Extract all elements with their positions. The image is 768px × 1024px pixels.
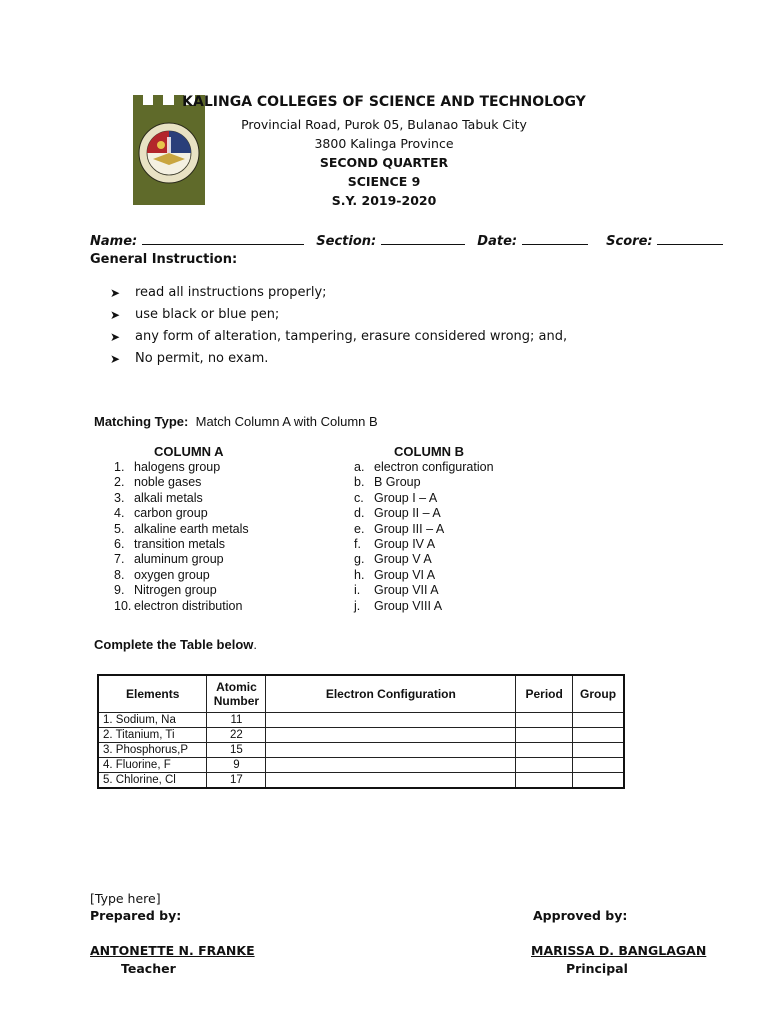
cell-group[interactable] <box>573 713 624 728</box>
matching-item-text: halogens group <box>134 460 221 474</box>
matching-item <box>354 537 435 551</box>
cell-group[interactable] <box>573 773 624 789</box>
cell-group[interactable] <box>573 758 624 773</box>
matching-item <box>114 537 225 551</box>
approved-by-role: Principal <box>566 961 628 976</box>
matching-item <box>114 552 224 566</box>
matching-item-marker: 9. <box>114 583 125 598</box>
type-here-placeholder: [Type here] <box>90 891 161 906</box>
matching-item-text: Group VI A <box>374 567 436 582</box>
cell-period[interactable] <box>516 728 573 743</box>
matching-item <box>114 460 220 474</box>
matching-item <box>354 506 441 520</box>
matching-item-marker: c. <box>354 490 364 505</box>
cell-electron-configuration[interactable] <box>266 728 516 743</box>
matching-item-marker: 2. <box>114 475 125 490</box>
matching-item-marker: 4. <box>114 506 125 521</box>
matching-item-text: Group I – A <box>374 490 438 505</box>
matching-item <box>354 583 439 597</box>
matching-item-text: Nitrogen group <box>134 583 217 598</box>
matching-item-marker: h. <box>354 567 365 582</box>
school-address-line1: Provincial Road, Purok 05, Bulanao Tabuk City <box>241 117 527 132</box>
prepared-by-name: ANTONETTE N. FRANKE <box>90 943 255 958</box>
arrow-bullet-icon: ➤ <box>110 308 121 322</box>
matching-item <box>354 522 444 536</box>
cell-group[interactable] <box>573 743 624 758</box>
cell-element: 1. Sodium, Na <box>98 713 207 728</box>
section-label: Section: <box>316 234 377 249</box>
school-address-line2: 3800 Kalinga Province <box>314 136 454 151</box>
date-blank[interactable] <box>522 233 588 245</box>
cell-electron-configuration[interactable] <box>266 758 516 773</box>
matching-item-text: alkaline earth metals <box>134 521 249 536</box>
cell-element: 3. Phosphorus,P <box>98 743 207 758</box>
matching-item-marker: 1. <box>114 460 125 474</box>
matching-item-text: carbon group <box>134 506 208 521</box>
matching-item-marker: 5. <box>114 521 125 536</box>
cell-element: 5. Chlorine, Cl <box>98 773 207 789</box>
matching-item-text: Group IV A <box>374 537 436 551</box>
matching-type-subtitle: Match Column A with Column B <box>195 414 378 429</box>
matching-item-marker: 7. <box>114 552 125 567</box>
cell-period[interactable] <box>516 758 573 773</box>
exam-subject: SCIENCE 9 <box>347 174 421 189</box>
matching-item-text: electron distribution <box>134 598 243 613</box>
matching-item <box>114 568 210 582</box>
cell-atomic-number: 15 <box>207 743 266 758</box>
cell-period[interactable] <box>516 713 573 728</box>
matching-item-marker: f. <box>354 537 361 551</box>
matching-item-marker: i. <box>354 583 361 598</box>
instruction-list <box>110 282 567 370</box>
matching-item <box>114 491 203 505</box>
matching-item-marker: 10. <box>114 598 132 613</box>
cell-atomic-number: 17 <box>207 773 266 789</box>
matching-item-text: noble gases <box>134 475 202 490</box>
school-year: S.Y. 2019-2020 <box>331 193 437 208</box>
cell-period[interactable] <box>516 743 573 758</box>
matching-item-text: alkali metals <box>134 490 203 505</box>
section-blank[interactable] <box>381 233 465 245</box>
matching-item-text: Group III – A <box>374 521 445 536</box>
matching-item <box>354 460 494 474</box>
table-row <box>98 743 624 758</box>
approved-by-name: MARISSA D. BANGLAGAN <box>531 943 707 958</box>
matching-type-title: Matching Type: Match Column A with Column B <box>94 414 378 429</box>
matching-item-text: electron configuration <box>374 460 494 474</box>
header-elements: Elements <box>98 675 207 713</box>
matching-item-marker: 8. <box>114 567 125 582</box>
matching-item-marker: 3. <box>114 490 125 505</box>
cell-element: 4. Fluorine, F <box>98 758 207 773</box>
general-instruction-heading: General Instruction: <box>90 252 238 267</box>
matching-item <box>114 506 208 520</box>
matching-item <box>354 552 432 566</box>
instruction-item: ➤ any form of alteration, tampering, erasure considered wrong; and, <box>110 329 568 344</box>
arrow-bullet-icon: ➤ <box>110 330 121 344</box>
matching-item-text: Group V A <box>374 552 432 567</box>
electron-configuration-table <box>97 674 625 789</box>
matching-item <box>114 522 249 536</box>
arrow-bullet-icon: ➤ <box>110 286 121 300</box>
matching-item-text: oxygen group <box>134 567 210 582</box>
header-period: Period <box>516 675 573 713</box>
column-a-heading: COLUMN A <box>154 444 224 459</box>
matching-item-text: aluminum group <box>134 552 224 567</box>
matching-item <box>114 599 242 613</box>
score-blank[interactable] <box>657 233 723 245</box>
matching-item-marker: d. <box>354 506 365 521</box>
matching-item-marker: a. <box>354 460 365 474</box>
name-blank[interactable] <box>142 233 304 245</box>
matching-item-marker: b. <box>354 475 365 490</box>
school-seal-logo <box>133 95 205 207</box>
approved-by-label: Approved by: <box>533 908 628 923</box>
matching-item <box>114 583 217 597</box>
cell-group[interactable] <box>573 728 624 743</box>
school-name: KALINGA COLLEGES OF SCIENCE AND TECHNOLOGY <box>182 94 586 110</box>
header-electron-configuration: Electron Configuration <box>266 675 516 713</box>
instruction-item: ➤ read all instructions properly; <box>110 285 327 300</box>
matching-item-marker: j. <box>354 598 361 613</box>
table-row <box>98 728 624 743</box>
exam-quarter: SECOND QUARTER <box>319 155 449 170</box>
prepared-by-label: Prepared by: <box>90 908 182 923</box>
cell-atomic-number: 11 <box>207 713 266 728</box>
header-atomic-number: Atomic Number <box>207 675 266 713</box>
prepared-by-role: Teacher <box>121 961 176 976</box>
matching-item-text: Group VIII A <box>374 598 443 613</box>
date-label: Date: <box>477 234 518 249</box>
matching-item <box>354 568 435 582</box>
name-label: Name: <box>90 234 138 249</box>
matching-item <box>354 599 442 613</box>
header-group: Group <box>573 675 624 713</box>
cell-atomic-number: 22 <box>207 728 266 743</box>
instruction-item: ➤ No permit, no exam. <box>110 351 269 366</box>
instruction-item: ➤ use black or blue pen; <box>110 307 280 322</box>
matching-item <box>354 491 437 505</box>
matching-item-text: Group II – A <box>374 506 441 521</box>
arrow-bullet-icon: ➤ <box>110 352 121 366</box>
cell-period[interactable] <box>516 773 573 789</box>
table-row <box>98 713 624 728</box>
matching-item <box>354 475 421 489</box>
cell-electron-configuration[interactable] <box>266 773 516 789</box>
table-instruction-title: Complete the Table below. <box>94 637 258 652</box>
table-row <box>98 758 624 773</box>
matching-item <box>114 475 201 489</box>
cell-electron-configuration[interactable] <box>266 713 516 728</box>
matching-item-marker: 6. <box>114 537 125 551</box>
matching-item-marker: g. <box>354 552 365 567</box>
matching-item-text: B Group <box>374 475 421 490</box>
cell-electron-configuration[interactable] <box>266 743 516 758</box>
matching-item-text: transition metals <box>134 537 226 551</box>
matching-item-marker: e. <box>354 521 365 536</box>
matching-item-text: Group VII A <box>374 583 439 598</box>
table-row <box>98 773 624 789</box>
score-label: Score: <box>606 234 653 249</box>
student-info-fields <box>90 233 731 249</box>
column-b-heading: COLUMN B <box>394 444 465 459</box>
cell-atomic-number: 9 <box>207 758 266 773</box>
cell-element: 2. Titanium, Ti <box>98 728 207 743</box>
